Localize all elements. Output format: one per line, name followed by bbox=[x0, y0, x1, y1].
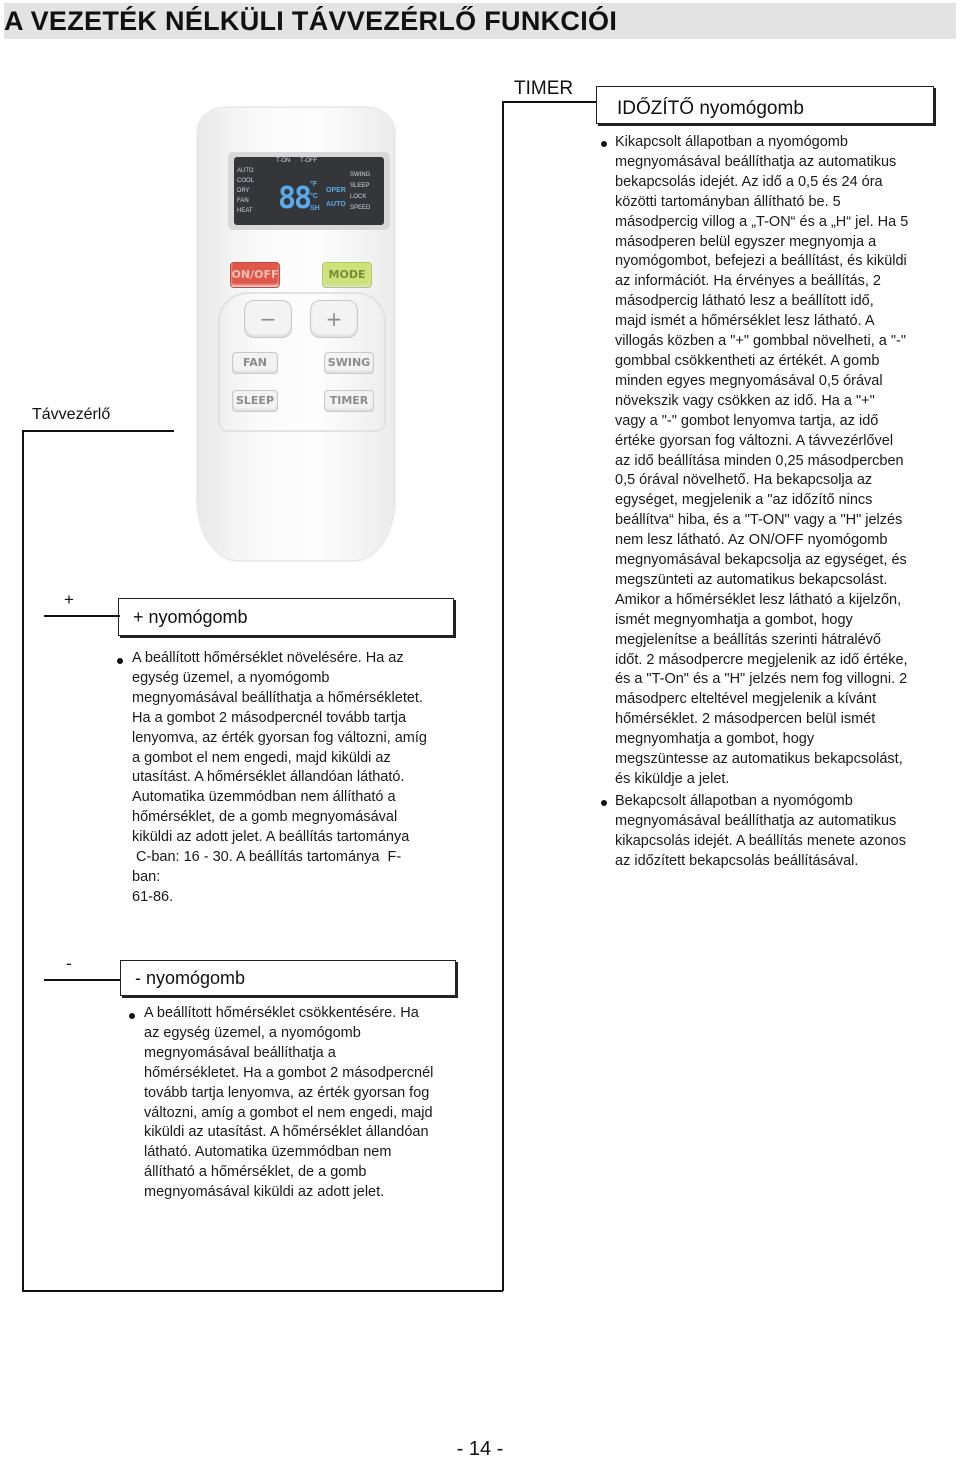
text-line: közötti tartományban állítható be. 5 bbox=[615, 193, 841, 210]
text-line: állítható a hőmérséklet, de a gomb bbox=[144, 1164, 367, 1181]
text-line: megszüntesse az automatikus bekapcsolást, bbox=[615, 751, 903, 768]
bottom-connector-line bbox=[22, 1290, 503, 1292]
text-line: majd ismét a hőmérséklet lesz látható. A bbox=[615, 313, 875, 330]
bullet-icon bbox=[129, 1013, 135, 1019]
text-line: megjelenítse a beállítás szerinti hátralévő bbox=[615, 631, 881, 648]
text-line: C-ban: 16 - 30. A beállítás tartománya F- bbox=[132, 849, 402, 866]
lcd-oper: OPER bbox=[326, 187, 346, 194]
text-line: az információt. Ha érvényes a beállítás, 2 bbox=[615, 273, 881, 290]
plus-heading: + nyomógomb bbox=[133, 607, 248, 627]
bullet-icon bbox=[601, 141, 607, 147]
text-line: időt. 2 másodpercre megjelenik az idő értéke, bbox=[615, 651, 908, 668]
minus-description bbox=[144, 1004, 474, 1203]
text-line: hőmérséklet. 2 másodpercen belül ismét bbox=[615, 711, 876, 728]
text-line: gombbal csökkentheti az értékét. A gomb bbox=[615, 352, 880, 369]
text-line: 61-86. bbox=[132, 888, 174, 905]
left-connector-line bbox=[22, 430, 24, 1291]
text-line: Bekapcsolt állapotban a nyomógomb bbox=[615, 793, 853, 809]
bullet-icon bbox=[117, 658, 123, 664]
lcd-t-off: T-OFF bbox=[300, 158, 318, 164]
lcd-sh: SH bbox=[310, 205, 320, 212]
plus-description bbox=[132, 649, 462, 908]
remote-plus-button: + bbox=[310, 300, 358, 338]
text-line: hőmérsékletet. Ha a gombot 2 másodpercnél bbox=[144, 1064, 434, 1081]
minus-heading: - nyomógomb bbox=[135, 968, 246, 988]
text-line: másodperen belül egyszer megnyomja a bbox=[615, 233, 877, 250]
text-line: ban: bbox=[132, 868, 161, 885]
text-line: az egység üzemel, a nyomógomb bbox=[144, 1024, 361, 1041]
lcd-function: SLEEP bbox=[350, 183, 370, 189]
text-line: tovább tartja lenyomva, az érték gyorsan fog bbox=[144, 1084, 430, 1101]
remote-sleep-button: SLEEP bbox=[232, 390, 278, 412]
lcd-function: SWING bbox=[350, 172, 371, 178]
bullet-icon bbox=[601, 800, 607, 806]
timer-description-1 bbox=[615, 133, 945, 790]
lcd-t-on: T-ON bbox=[276, 158, 291, 164]
text-line: növekszik vagy csökken az idő. Ha a "+" bbox=[615, 392, 875, 409]
text-line: kiküldi az utasítást. A hőmérséklet állandóan bbox=[144, 1124, 429, 1141]
timer-heading-box bbox=[596, 86, 934, 124]
timer-marker: TIMER bbox=[514, 78, 574, 99]
text-line: nyomógombot, befejezi a beállítást, és kiküldi bbox=[615, 253, 907, 270]
lcd-auto: AUTO bbox=[326, 201, 346, 208]
lcd-mode: FAN bbox=[237, 198, 249, 204]
remote-fan-button: FAN bbox=[232, 352, 278, 374]
right-connector-line bbox=[502, 101, 504, 1291]
lcd-mode: HEAT bbox=[237, 208, 253, 214]
plus-marker: + bbox=[64, 590, 74, 609]
remote-mode-button: MODE bbox=[322, 262, 372, 288]
lcd-mode: COOL bbox=[237, 178, 255, 184]
text-line: másodpercig villog a „T-ON“ és a „H“ jel. Ha 5 bbox=[615, 213, 909, 230]
text-line: megnyomásával beállíthatja az automatikus bbox=[615, 812, 897, 829]
remote-onoff-button: ON/OFF bbox=[230, 262, 280, 288]
lcd-unit-f: °F bbox=[310, 181, 318, 188]
text-line: értéke gyorsan fog változni. A távvezérlővel bbox=[615, 432, 894, 449]
text-line: megnyomásával kiküldi az adott jelet. bbox=[144, 1184, 385, 1201]
minus-marker-line bbox=[44, 979, 120, 981]
text-line: megnyomásával beállíthatja a hőmérsékletet. bbox=[132, 689, 423, 706]
plus-heading-box bbox=[118, 598, 454, 636]
lcd-digits: 88 bbox=[278, 181, 311, 216]
text-line: és kiküldje a jelet. bbox=[615, 771, 730, 787]
text-line: 0,5 órával növelhető. Ha bekapcsolja az bbox=[615, 472, 873, 489]
plus-marker-line bbox=[44, 615, 120, 617]
lcd-unit-c: °C bbox=[310, 193, 318, 200]
remote-swing-button: SWING bbox=[324, 352, 374, 374]
text-line: másodperc elteltével megjelenik a kívánt bbox=[615, 691, 877, 708]
lcd-mode: DRY bbox=[237, 188, 250, 194]
text-line: megszünteti az automatikus bekapcsolást. bbox=[615, 571, 888, 588]
text-line: másodpercig látható lesz a beállított idő, bbox=[615, 293, 874, 310]
text-line: A beállított hőmérséklet növelésére. Ha az bbox=[132, 650, 404, 666]
text-line: változni, amíg a gombot el nem engedi, majd bbox=[144, 1104, 433, 1121]
text-line: A beállított hőmérséklet csökkentésére. Ha bbox=[144, 1005, 419, 1021]
text-line: az időzített bekapcsolás beállításával. bbox=[615, 852, 859, 869]
timer-label-line bbox=[502, 101, 596, 103]
text-line: megnyomhatja a gombot, hogy bbox=[615, 731, 815, 748]
page-number: - 14 - bbox=[456, 1438, 504, 1460]
text-line: hőmérséklet, de a gomb megnyomásával bbox=[132, 809, 398, 826]
text-line: egység üzemel, a nyomógomb bbox=[132, 669, 330, 686]
text-line: villogás közben a "+" gombbal növelheti, a "-" bbox=[615, 333, 907, 350]
text-line: a gombot el nem engedi, majd kiküldi az bbox=[132, 749, 391, 766]
text-line: az idő beállítása minden 0,25 másodpercben bbox=[615, 452, 904, 469]
page-title: A VEZETÉK NÉLKÜLI TÁVVEZÉRLŐ FUNKCIÓI bbox=[4, 6, 618, 36]
text-line: Ha a gombot 2 másodpercnél tovább tartja bbox=[132, 709, 407, 726]
text-line: vagy a "-" gombot lenyomva tartja, az idő bbox=[615, 412, 879, 429]
text-line: megnyomásával bekapcsolja az egységet, és bbox=[615, 552, 907, 569]
minus-marker: - bbox=[66, 954, 72, 973]
text-line: nem lesz látható. Az ON/OFF nyomógomb bbox=[615, 532, 888, 549]
text-line: látható. Automatika üzemmódban nem bbox=[144, 1144, 392, 1161]
remote-timer-button: TIMER bbox=[324, 390, 374, 412]
remote-minus-button: − bbox=[244, 300, 292, 338]
remote-lcd-display bbox=[234, 157, 384, 225]
text-line: egységet, megjelenik a "az időzítő nincs bbox=[615, 492, 873, 509]
text-line: minden egyes megnyomásával 0,5 órával bbox=[615, 372, 883, 389]
text-line: Amikor a hőmérséklet lesz látható a kijelzőn, bbox=[615, 591, 902, 608]
text-line: utasítást. A hőmérséklet állandóan látható. bbox=[132, 769, 405, 786]
text-line: Kikapcsolt állapotban a nyomógomb bbox=[615, 134, 848, 150]
lcd-function: SPEED bbox=[350, 205, 371, 211]
text-line: megnyomásával beállíthatja a bbox=[144, 1044, 336, 1061]
timer-heading: IDŐZÍTŐ nyomógomb bbox=[617, 98, 804, 119]
lcd-function: LOCK bbox=[350, 194, 367, 200]
lcd-mode: AUTO bbox=[237, 168, 254, 174]
minus-heading-box bbox=[120, 960, 456, 996]
text-line: Automatika üzemmódban nem állítható a bbox=[132, 789, 396, 806]
remote-label: Távvezérlő bbox=[32, 406, 111, 423]
text-line: kikapcsolás idejét. A beállítás menete azonos bbox=[615, 832, 906, 849]
remote-label-line bbox=[22, 430, 174, 432]
text-line: bekapcsolás idejét. Az idő a 0,5 és 24 óra bbox=[615, 173, 883, 190]
text-line: beállítva“ hiba, és a "T-ON" vagy a "H" jelzés bbox=[615, 512, 903, 529]
text-line: és a "T-On" és a "H" jelzés nem fog villogni. 2 bbox=[615, 671, 908, 688]
text-line: lenyomva, az érték gyorsan fog változni, amíg bbox=[132, 729, 427, 746]
timer-description-2 bbox=[615, 792, 945, 872]
text-line: kiküldi az adott jelet. A beállítás tartománya bbox=[132, 829, 410, 846]
text-line: ismét megnyomhatja a gombot, hogy bbox=[615, 611, 853, 628]
text-line: megnyomásával beállíthatja az automatikus bbox=[615, 153, 897, 170]
